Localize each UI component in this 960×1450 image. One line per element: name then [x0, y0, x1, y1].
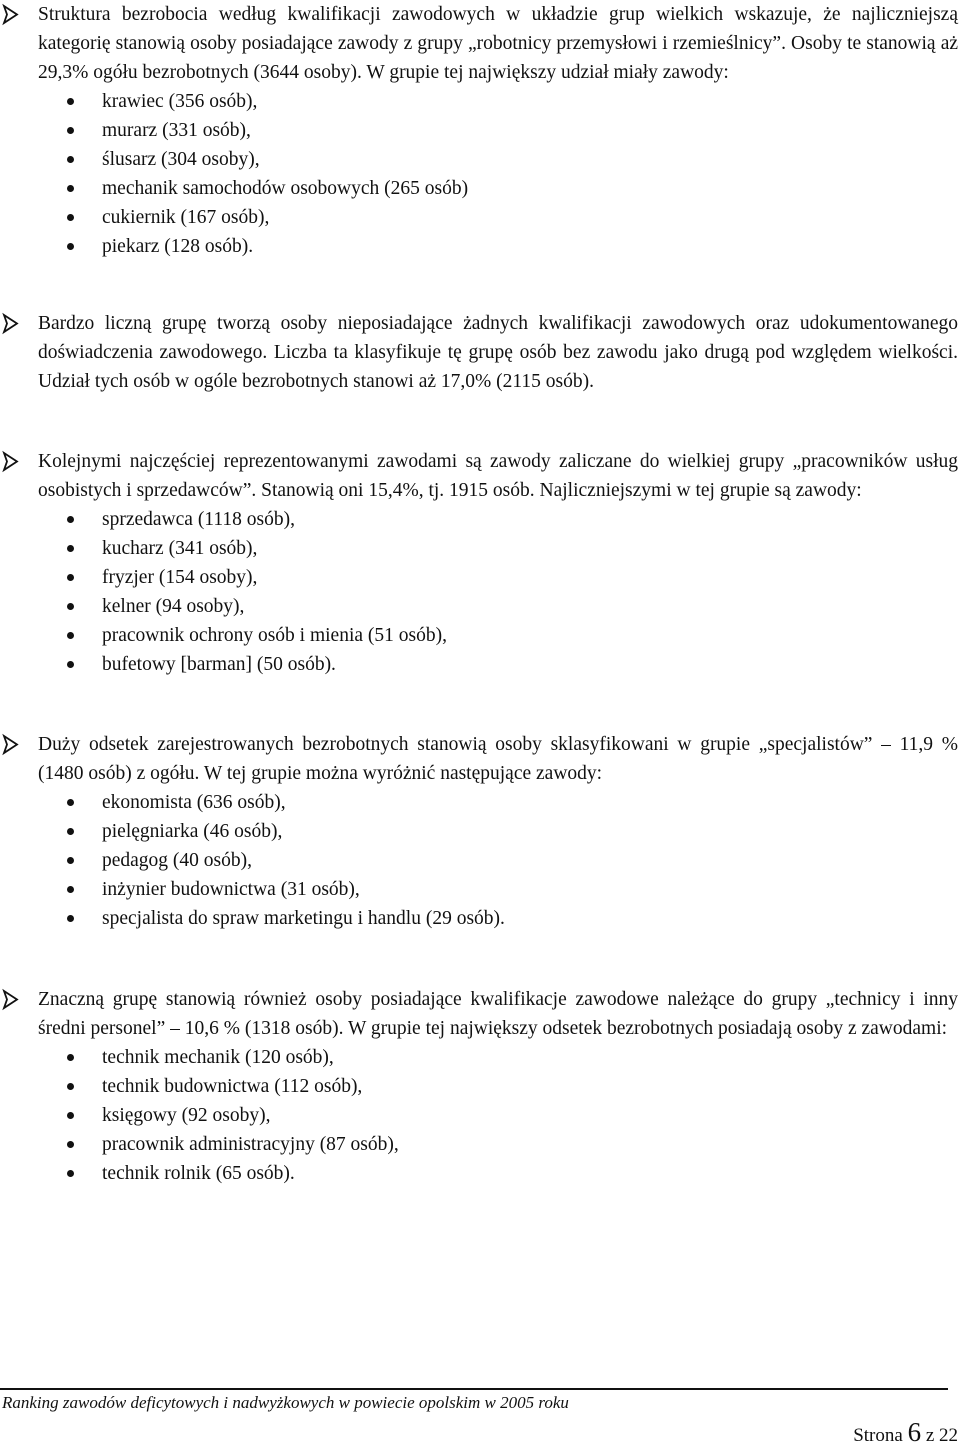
occupation-list [38, 87, 958, 261]
section-paragraph: Kolejnymi najczęściej reprezentowanymi zawodami są zawody zaliczane do wielkiej grupy „pracowników usług osobistych i sprzedawców”. Stanowią oni 15,4%, tj. 1915 osób. Najliczniejszymi w tej grupie są zawody: [38, 451, 958, 501]
list-item-text: cukiernik (167 osób), [102, 207, 270, 228]
list-item [38, 846, 958, 875]
list-item [38, 203, 958, 232]
section-paragraph: Bardzo liczną grupę tworzą osoby nieposiadające żadnych kwalifikacji zawodowych oraz udokumentowanego doświadczenia zawodowego. Liczba ta klasyfikuje tę grupę osób bez zawodu jako drugą pod względem wielkości. Udział tych osób w ogóle bezrobotnych stanowi aż 17,0% (2115 osób). [38, 313, 958, 392]
footer-divider [0, 1388, 948, 1390]
section-2 [0, 309, 958, 396]
list-item [38, 592, 958, 621]
list-item [38, 563, 958, 592]
section-paragraph: Znaczną grupę stanowią również osoby posiadające kwalifikacje zawodowe należące do grupy „technicy i inny średni personel” – 10,6 % (1318 osób). W grupie tej największy odsetek bezrobotnych posiadają osoby z zawodami: [38, 989, 958, 1039]
list-item-text: pracownik administracyjny (87 osób), [102, 1134, 399, 1155]
occupation-list [38, 505, 958, 679]
list-item-text: krawiec (356 osób), [102, 91, 258, 112]
list-item-text: sprzedawca (1118 osób), [102, 509, 295, 530]
section-paragraph: Struktura bezrobocia według kwalifikacji zawodowych w układzie grup wielkich wskazuje, że najliczniejszą kategorię stanowią osoby posiadające zawody z grupy „robotnicy przemysłowi i rzemieślnicy”. Osoby te stanowią aż 29,3% ogółu bezrobotnych (3644 osoby). W grupie tej największy udział miały zawody: [38, 4, 958, 83]
round-bullet-icon [67, 799, 74, 806]
list-item-text: inżynier budownictwa (31 osób), [102, 879, 360, 900]
list-item-text: bufetowy [barman] (50 osób). [102, 654, 336, 675]
round-bullet-icon [67, 857, 74, 864]
list-item [38, 116, 958, 145]
list-item-text: technik rolnik (65 osób). [102, 1163, 295, 1184]
arrowhead-bullet-icon [2, 309, 20, 338]
round-bullet-icon [67, 98, 74, 105]
page-label: Strona [853, 1425, 903, 1446]
arrowhead-bullet-icon [2, 985, 20, 1014]
round-bullet-icon [67, 828, 74, 835]
list-item [38, 1043, 958, 1072]
list-item [38, 232, 958, 261]
round-bullet-icon [67, 214, 74, 221]
list-item [38, 1072, 958, 1101]
round-bullet-icon [67, 661, 74, 668]
occupation-list [38, 1043, 958, 1188]
section-5 [0, 985, 958, 1188]
list-item-text: ekonomista (636 osób), [102, 792, 286, 813]
arrowhead-bullet-icon [2, 447, 20, 476]
round-bullet-icon [67, 1083, 74, 1090]
list-item [38, 788, 958, 817]
list-item [38, 621, 958, 650]
round-bullet-icon [67, 1170, 74, 1177]
round-bullet-icon [67, 1054, 74, 1061]
page-total: 22 [939, 1425, 958, 1446]
list-item [38, 1130, 958, 1159]
round-bullet-icon [67, 574, 74, 581]
section-3 [0, 447, 958, 679]
round-bullet-icon [67, 1112, 74, 1119]
list-item [38, 174, 958, 203]
list-item [38, 1159, 958, 1188]
list-item [38, 817, 958, 846]
round-bullet-icon [67, 185, 74, 192]
list-item-text: kucharz (341 osób), [102, 538, 258, 559]
list-item-text: fryzjer (154 osoby), [102, 567, 258, 588]
round-bullet-icon [67, 632, 74, 639]
list-item-text: pedagog (40 osób), [102, 850, 253, 871]
list-item [38, 1101, 958, 1130]
page-number: 6 [907, 1417, 922, 1447]
list-item-text: pracownik ochrony osób i mienia (51 osób), [102, 625, 447, 646]
occupation-list [38, 788, 958, 933]
round-bullet-icon [67, 915, 74, 922]
round-bullet-icon [67, 243, 74, 250]
round-bullet-icon [67, 545, 74, 552]
list-item-text: piekarz (128 osób). [102, 236, 254, 257]
list-item [38, 145, 958, 174]
list-item-text: pielęgniarka (46 osób), [102, 821, 283, 842]
section-1 [0, 0, 958, 261]
list-item-text: mechanik samochodów osobowych (265 osób) [102, 178, 469, 199]
arrowhead-bullet-icon [2, 0, 20, 29]
list-item-text: księgowy (92 osoby), [102, 1105, 271, 1126]
round-bullet-icon [67, 1141, 74, 1148]
list-item [38, 904, 958, 933]
footer-title: Ranking zawodów deficytowych i nadwyżkowych w powiecie opolskim w 2005 roku [2, 1393, 569, 1412]
round-bullet-icon [67, 603, 74, 610]
list-item-text: technik budownictwa (112 osób), [102, 1076, 363, 1097]
list-item [38, 534, 958, 563]
list-item-text: ślusarz (304 osoby), [102, 149, 260, 170]
round-bullet-icon [67, 886, 74, 893]
round-bullet-icon [67, 127, 74, 134]
list-item [38, 505, 958, 534]
section-paragraph: Duży odsetek zarejestrowanych bezrobotnych stanowią osoby sklasyfikowani w grupie „specjalistów” – 11,9 % (1480 osób) z ogółu. W tej grupie można wyróżnić następujące zawody: [38, 734, 958, 784]
round-bullet-icon [67, 516, 74, 523]
list-item-text: murarz (331 osób), [102, 120, 251, 141]
section-4 [0, 730, 958, 933]
arrowhead-bullet-icon [2, 730, 20, 759]
page-indicator [853, 1418, 958, 1450]
list-item-text: kelner (94 osoby), [102, 596, 245, 617]
list-item-text: technik mechanik (120 osób), [102, 1047, 334, 1068]
round-bullet-icon [67, 156, 74, 163]
list-item [38, 875, 958, 904]
page-of-label: z [925, 1425, 935, 1446]
list-item-text: specjalista do spraw marketingu i handlu (29 osób). [102, 908, 505, 929]
list-item [38, 87, 958, 116]
list-item [38, 650, 958, 679]
